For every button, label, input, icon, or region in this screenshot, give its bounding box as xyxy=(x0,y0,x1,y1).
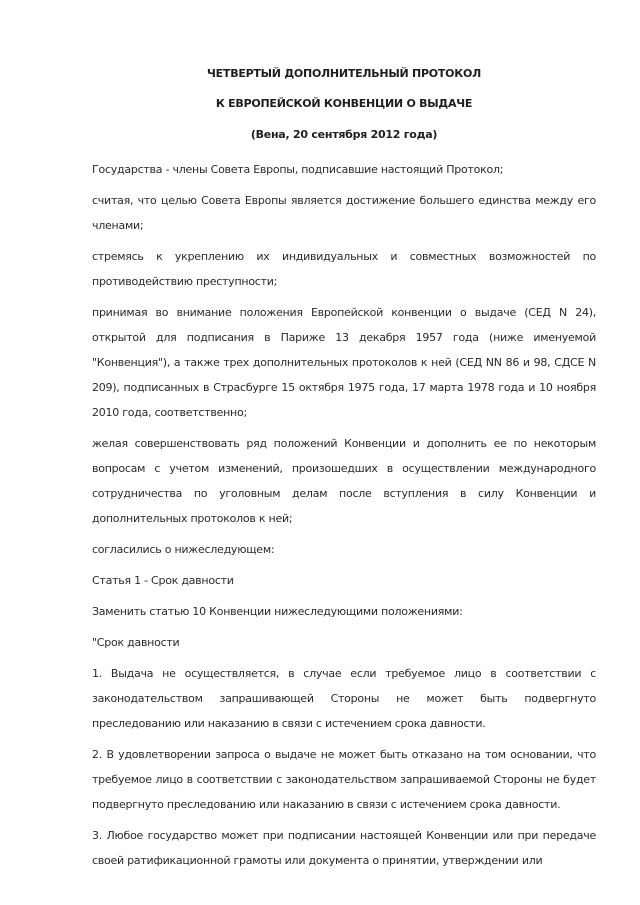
document-title-line-2: К ЕВРОПЕЙСКОЙ КОНВЕНЦИИ О ВЫДАЧЕ xyxy=(215,97,473,110)
paragraph-replace-article: Заменить статью 10 Конвенции нижеследующими положениями: xyxy=(92,605,463,618)
document-page xyxy=(92,66,596,873)
clause-1: 1. Выдача не осуществляется, в случае если требуемое лицо в соответствии с законодательством запрашивающей Стороны не может быть подвергнуто преследованию или наказанию в связи с истечением срока давности. xyxy=(92,667,596,730)
paragraph-striving: стремясь к укреплению их индивидуальных и совместных возможностей по противодействию преступности; xyxy=(92,250,596,288)
document-title-line-1: ЧЕТВЕРТЫЙ ДОПОЛНИТЕЛЬНЫЙ ПРОТОКОЛ xyxy=(207,67,481,80)
document-date-line: (Вена, 20 сентября 2012 года) xyxy=(250,128,438,141)
paragraph-preamble-parties: Государства - члены Совета Европы, подписавшие настоящий Протокол; xyxy=(92,163,504,176)
paragraph-desiring: желая совершенствовать ряд положений Конвенции и дополнить ее по некоторым вопросам с учетом изменений, произошедших в осуществлении международного сотрудничества по уголовным делам после вступления в силу Конвенции и дополнительных протоколов к ней; xyxy=(92,437,596,525)
clause-3: 3. Любое государство может при подписании настоящей Конвенции или при передаче своей ратификационной грамоты или документа о принятии, утверждении или xyxy=(92,829,596,867)
paragraph-agreed: согласились о нижеследующем: xyxy=(92,543,275,556)
article-1-heading: Статья 1 - Срок давности xyxy=(92,574,234,587)
quoted-article-heading: "Срок давности xyxy=(92,636,180,649)
paragraph-considering: считая, что целью Совета Европы является достижение большего единства между его членами; xyxy=(92,194,596,232)
paragraph-having-regard: принимая во внимание положения Европейской конвенции о выдаче (СЕД N 24), открытой для подписания в Париже 13 декабря 1957 года (ниже именуемой "Конвенция"), а также трех дополнительных протоколов к ней (СЕД NN 86 и 98, СДСЕ N 209), подписанных в Страсбурге 15 октября 1975 года, 17 марта 1978 года и 10 ноября 2010 года, соответственно; xyxy=(92,306,596,419)
clause-2: 2. В удовлетворении запроса о выдаче не может быть отказано на том основании, что требуемое лицо в соответствии с законодательством запрашиваемой Стороны не будет подвергнуто преследованию или наказанию в связи с истечением срока давности. xyxy=(92,748,596,811)
